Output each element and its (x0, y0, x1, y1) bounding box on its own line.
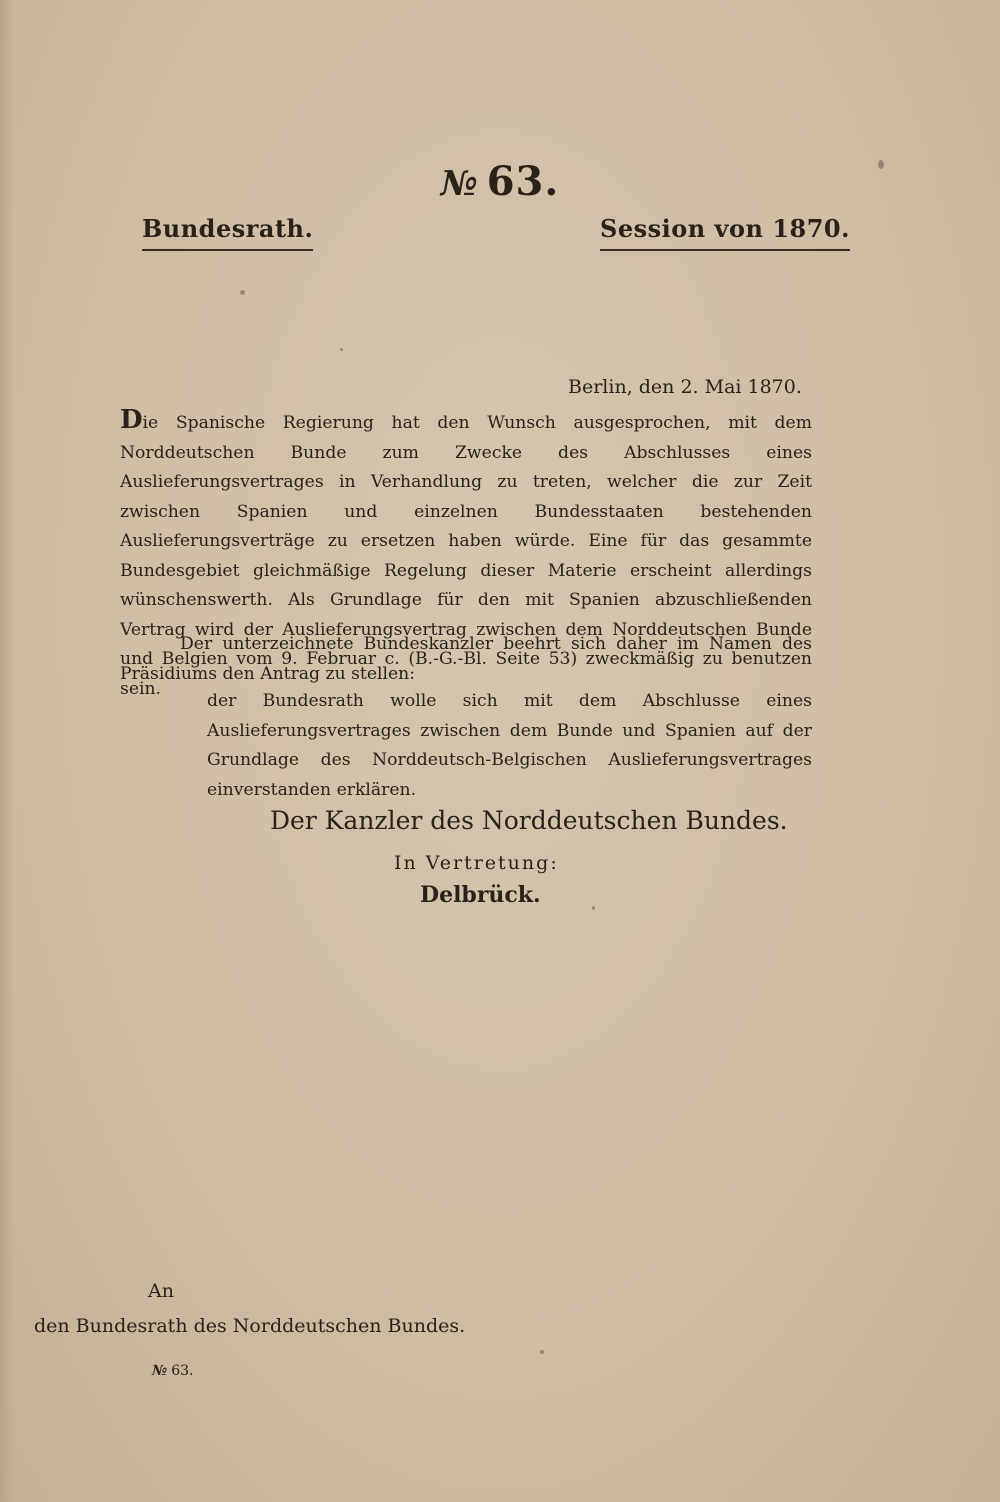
chancellor-signoff: Der Kanzler des Norddeutschen Bundes. (270, 806, 788, 835)
paper-speck (540, 1350, 544, 1354)
document-number (0, 158, 1000, 205)
date-line: Berlin, den 2. Mai 1870. (568, 376, 802, 398)
number-sign: № (440, 164, 479, 204)
paragraph-resolution: der Bundesrath wolle sich mit dem Abschlusse eines Auslieferungsvertrages zwischen dem Bunde und Spanien auf der Grundlage des Norddeutsch-Belgischen Auslieferungsvertrages einverstanden erklären. (207, 691, 812, 800)
address-an: An (148, 1280, 174, 1302)
footer-number (152, 1363, 193, 1379)
signature-delbrueck: Delbrück. (420, 882, 541, 908)
number-value: 63. (486, 158, 560, 205)
paper-speck (340, 348, 343, 351)
page-edge-shadow (0, 0, 14, 1502)
paper-speck (878, 160, 884, 169)
footer-number-sign: № (152, 1363, 168, 1379)
representation-note: In Vertretung: (394, 852, 559, 874)
footer-number-value: 63. (171, 1363, 194, 1379)
header-session: Session von 1870. (600, 214, 850, 251)
paragraph-request-text: ie Spanische Regierung hat den Wunsch ausgesprochen, mit dem Norddeutschen Bunde zum Zwecke des Abschlusses eines Auslieferungsvertrages in Verhandlung zu treten, welcher die zur Zeit zwischen Spanien und einzelnen Bundesstaaten bestehenden Auslieferungsverträge zu ersetzen haben würde. Eine für das gesammte Bundesgebiet gleichmäßige Regelung dieser Materie erscheint allerdings wünschenswerth. Als Grundlage für den mit Spanien abzuschließenden Vertrag wird der Auslieferungsvertrag zwischen dem Norddeutschen Bunde und Belgien vom 9. Februar c. (B.-G.-Bl. Seite 53) zweckmäßig zu benutzen sein. (120, 413, 812, 699)
paper-speck (240, 290, 245, 295)
paper-speck (592, 906, 595, 910)
paragraph-initial: D (120, 405, 143, 435)
paragraph-motion: Der unterzeichnete Bundeskanzler beehrt sich daher im Namen des Präsidiums den Antrag zu stellen: (120, 634, 812, 684)
address-recipient: den Bundesrath des Norddeutschen Bundes. (34, 1315, 466, 1337)
header-bundesrath: Bundesrath. (142, 214, 313, 251)
